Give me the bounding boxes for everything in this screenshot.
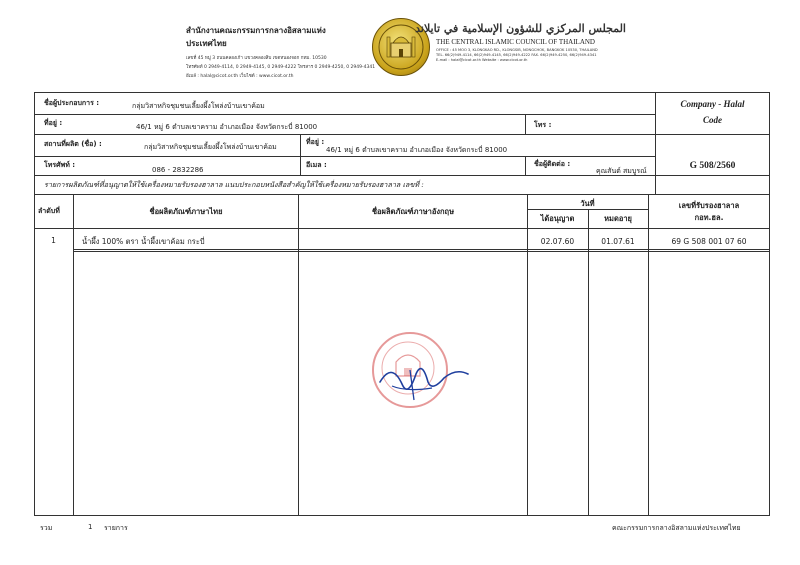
code-value: G 508/2560 <box>689 161 736 171</box>
header-right <box>415 22 626 62</box>
phone-label-top: โทร : <box>534 121 552 129</box>
col-header-name-en: ชื่อผลิตภัณฑ์ภาษาอังกฤษ <box>371 207 455 216</box>
row-cert-number: 69 G 508 001 07 60 <box>671 237 747 246</box>
row-no: 1 <box>51 236 56 245</box>
org-name-english: THE CENTRAL ISLAMIC COUNCIL OF THAILAND <box>436 38 595 46</box>
signature <box>372 352 482 412</box>
col-header-expire: หมดอายุ <box>604 214 632 223</box>
place-value: กลุ่มวิสาหกิจชุมชนเลี้ยงผึ้งโพล่งบ้านเขาค้อม <box>144 143 277 151</box>
total-unit: รายการ <box>104 524 128 532</box>
col-header-cert-1: เลขที่รับรองฮาลาล <box>678 201 740 210</box>
place-address-value: 46/1 หมู่ 6 ตำบลเขาคราม อำเภอเมือง จังหวัดกระบี่ 81000 <box>326 146 508 154</box>
email-english: E-mail : halal@cicot.or.th Website : www.cicot.or.th <box>436 58 528 62</box>
address-thai: เลขที่ 45 หมู่ 3 ถนนคลองเก้า แขวงคลองสิบ เขตหนองจอก กทม. 10530 <box>186 56 327 61</box>
col-header-no: ลำดับที่ <box>38 207 60 215</box>
org-name-arabic: المجلس المركزي للشؤون الإسلامية في تايلاند <box>415 22 626 35</box>
col-header-name-th: ชื่อผลิตภัณฑ์ภาษาไทย <box>149 207 223 216</box>
operator-value: กลุ่มวิสาหกิจชุมชนเลี้ยงผึ้งโพล่งบ้านเขาค้อม <box>132 102 265 110</box>
address-label: ที่อยู่ : <box>44 119 63 127</box>
row-permit-date: 02.07.60 <box>540 237 575 246</box>
email-label: อีเมล : <box>306 161 327 169</box>
phone-thai: โทรศัพท์ 0 2949-4114, 0 2949-4145, 0 2949-4222 โทรสาร 0 2949-4250, 0 2949-4341 <box>186 65 376 70</box>
code-label: Code <box>703 115 722 125</box>
header-left <box>186 24 376 79</box>
col-header-permit: ได้อนุญาต <box>540 214 575 223</box>
place-address-label: ที่อยู่ : <box>306 138 325 146</box>
operator-label: ชื่อผู้ประกอบการ : <box>44 99 100 107</box>
tel-label: โทรศัพท์ : <box>44 161 76 169</box>
product-list-description: รายการผลิตภัณฑ์ที่อนุญาตให้ใช้เครื่องหมายรับรองฮาลาล แนบประกอบหนังสือสำคัญให้ใช้เครื่องหมายรับรองฮาลาล เลขที่ : <box>44 180 424 189</box>
table-row <box>34 229 770 249</box>
row-expire-date: 01.07.61 <box>601 237 635 246</box>
total-label: รวม <box>40 524 53 532</box>
email-thai: อีเมล์ : halal@cicot.or.th เว็บไซต์ : www.cicot.or.th <box>186 74 294 79</box>
col-header-date: วันที่ <box>580 199 595 208</box>
phone-english: TEL. 66(2)949-4114, 66(2)949-4145, 66(2)949-4222 FAX. 66(2)949-4250, 66(2)949-4341 <box>436 53 597 57</box>
address-english: OFFICE : 45 MOO 3, KLONGKAO RD., KLONGSIB, NONGCHOK, BANGKOK 10530, THAILAND <box>436 48 598 52</box>
tel-value: 086 - 2832286 <box>152 166 204 174</box>
address-value: 46/1 หมู่ 6 ตำบลเขาคราม อำเภอเมือง จังหวัดกระบี่ 81000 <box>136 123 318 131</box>
total-count: 1 <box>88 523 93 531</box>
footer-org-name: คณะกรรมการกลางอิสลามแห่งประเทศไทย <box>612 524 741 532</box>
place-label: สถานที่ผลิต (ชื่อ) : <box>44 140 102 148</box>
contact-label: ชื่อผู้ติดต่อ : <box>534 160 571 168</box>
contact-value: คุณสันต์ สมบูรณ์ <box>596 167 647 175</box>
org-name-thai: สำนักงานคณะกรรมการกลางอิสลามแห่งประเทศไทย <box>186 26 326 48</box>
col-header-cert-2: กอท.ฮล. <box>694 213 724 222</box>
company-halal-label: Company - Halal <box>680 99 745 109</box>
row-name-th: น้ำผึ้ง 100% ตรา น้ำผึ้งเขาค้อม กระบี่ <box>82 237 205 246</box>
